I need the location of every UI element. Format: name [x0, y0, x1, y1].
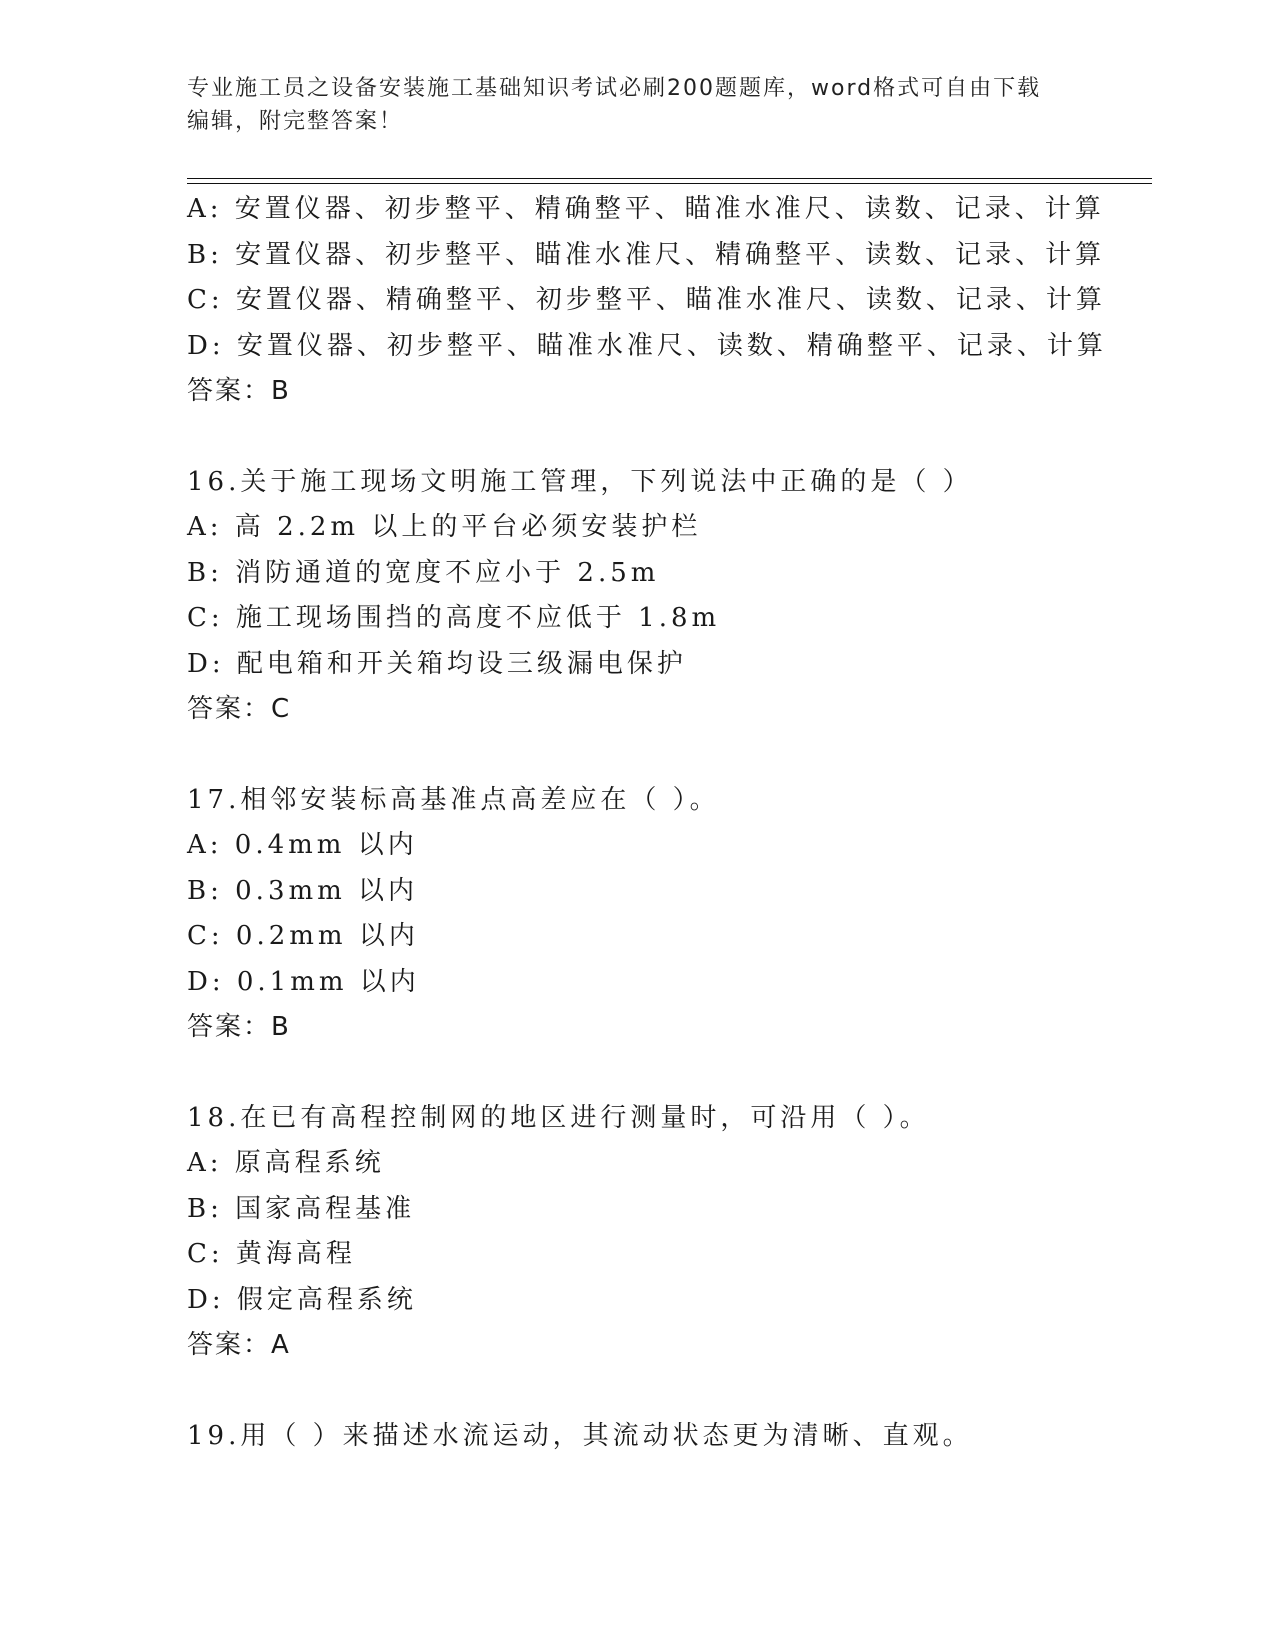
- question-text: 19.用（ ）来描述水流运动，其流动状态更为清晰、直观。: [187, 1420, 973, 1451]
- option-b: B: 国家高程基准: [187, 1193, 416, 1224]
- question-text: 16.关于施工现场文明施工管理，下列说法中正确的是（ ）: [187, 466, 973, 497]
- question-18: [187, 1096, 1152, 1369]
- answer: 答案：B: [187, 1012, 291, 1042]
- header-divider-top: [187, 178, 1152, 179]
- option-b: B: 0.3mm 以内: [187, 875, 419, 906]
- header-divider-bottom: [187, 183, 1152, 184]
- option-d: D: 安置仪器、初步整平、瞄准水准尺、读数、精确整平、记录、计算: [187, 330, 1107, 361]
- option-b: B: 安置仪器、初步整平、瞄准水准尺、精确整平、读数、记录、计算: [187, 239, 1106, 270]
- option-a: A: 高 2.2m 以上的平台必须安装护栏: [187, 512, 702, 542]
- option-a: A: 原高程系统: [187, 1148, 385, 1178]
- question-list: [187, 187, 1152, 1459]
- option-c: C: 0.2mm 以内: [187, 921, 419, 951]
- answer: 答案：A: [187, 1330, 291, 1360]
- document-header: [187, 72, 1067, 138]
- question-text: 18.在已有高程控制网的地区进行测量时，可沿用（ ）。: [187, 1102, 930, 1133]
- header-title-line-2: 编辑，附完整答案！: [187, 109, 404, 134]
- spacer: [187, 1051, 1152, 1096]
- question-16: [187, 460, 1152, 733]
- option-a: A: 0.4mm 以内: [187, 830, 418, 860]
- option-a: A: 安置仪器、初步整平、精确整平、瞄准水准尺、读数、记录、计算: [187, 194, 1105, 224]
- question-17: [187, 778, 1152, 1051]
- option-d: D: 0.1mm 以内: [187, 966, 420, 997]
- option-c: C: 黄海高程: [187, 1239, 356, 1269]
- spacer: [187, 733, 1152, 778]
- option-c: C: 施工现场围挡的高度不应低于 1.8m: [187, 603, 721, 633]
- option-d: D: 假定高程系统: [187, 1284, 417, 1315]
- option-c: C: 安置仪器、精确整平、初步整平、瞄准水准尺、读数、记录、计算: [187, 285, 1106, 315]
- answer: 答案：C: [187, 694, 292, 724]
- spacer: [187, 415, 1152, 460]
- question-15: [187, 187, 1152, 415]
- question-text: 17.相邻安装标高基准点高差应在（ ）。: [187, 784, 720, 815]
- spacer: [187, 1369, 1152, 1414]
- answer: 答案：B: [187, 376, 291, 406]
- option-d: D: 配电箱和开关箱均设三级漏电保护: [187, 648, 687, 679]
- option-b: B: 消防通道的宽度不应小于 2.5m: [187, 557, 660, 588]
- header-title-line-1: 专业施工员之设备安装施工基础知识考试必刷200题题库，word格式可自由下载: [187, 76, 1042, 101]
- question-19: [187, 1414, 1152, 1460]
